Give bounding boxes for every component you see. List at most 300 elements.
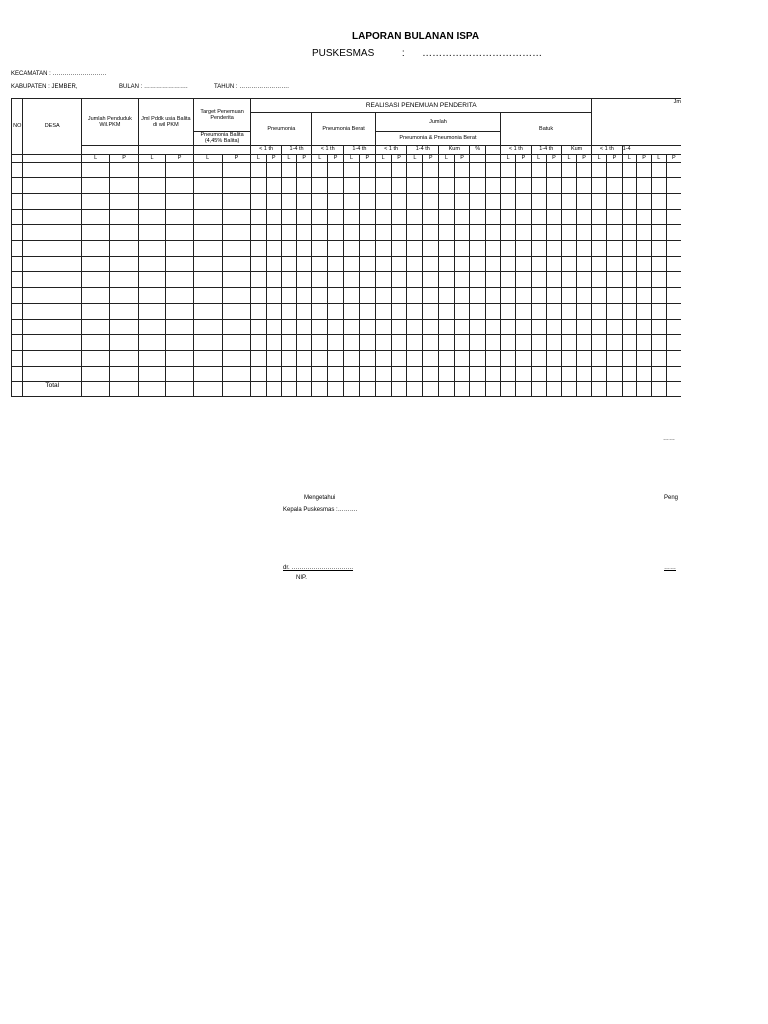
- table-row: [12, 303, 682, 319]
- table-row: [12, 194, 682, 210]
- data-cell: [546, 272, 561, 288]
- data-cell: [592, 194, 607, 210]
- data-cell: [297, 256, 312, 272]
- data-cell: [344, 303, 360, 319]
- data-cell: [12, 303, 23, 319]
- data-cell: [297, 178, 312, 194]
- data-cell: [12, 319, 23, 335]
- blank-cell: [12, 382, 23, 397]
- data-cell: [454, 350, 470, 366]
- data-cell: [110, 319, 139, 335]
- data-cell: [607, 319, 622, 335]
- p-header: P: [516, 154, 531, 162]
- data-cell: [592, 272, 607, 288]
- data-cell: [562, 194, 577, 210]
- data-cell: [81, 209, 109, 225]
- total-cell: [592, 382, 607, 397]
- data-cell: [607, 366, 622, 382]
- data-cell: [407, 162, 423, 178]
- data-cell: [637, 319, 652, 335]
- data-cell: [592, 335, 607, 351]
- data-cell: [281, 272, 296, 288]
- data-cell: [562, 209, 577, 225]
- data-cell: [546, 256, 561, 272]
- data-cell: [470, 288, 486, 304]
- data-cell: [651, 194, 666, 210]
- data-cell: [531, 350, 546, 366]
- data-cell: [375, 319, 391, 335]
- data-cell: [423, 272, 439, 288]
- p-header: P: [546, 154, 561, 162]
- data-cell: [577, 162, 592, 178]
- data-cell: [454, 288, 470, 304]
- data-cell: [516, 319, 531, 335]
- data-cell: [110, 209, 139, 225]
- blank-cell: [486, 154, 501, 162]
- data-cell: [138, 303, 165, 319]
- data-cell: [651, 241, 666, 257]
- age-group-header: %: [470, 145, 486, 154]
- data-cell: [423, 303, 439, 319]
- data-cell: [407, 241, 423, 257]
- data-cell: [391, 350, 407, 366]
- data-cell: [470, 319, 486, 335]
- data-cell: [312, 366, 328, 382]
- data-cell: [222, 350, 251, 366]
- data-cell: [501, 209, 516, 225]
- data-cell: [297, 335, 312, 351]
- data-cell: [562, 288, 577, 304]
- data-cell: [193, 303, 222, 319]
- data-cell: [516, 288, 531, 304]
- data-cell: [577, 319, 592, 335]
- data-cell: [222, 256, 251, 272]
- dr-signature-line: dr. ………………………….: [283, 565, 354, 571]
- data-cell: [546, 241, 561, 257]
- data-cell: [637, 272, 652, 288]
- data-cell: [12, 350, 23, 366]
- total-cell: [344, 382, 360, 397]
- data-cell: [81, 350, 109, 366]
- report-title: LAPORAN BULANAN ISPA: [352, 31, 480, 42]
- data-cell: [407, 225, 423, 241]
- data-cell: [266, 319, 281, 335]
- l-header: L: [622, 154, 637, 162]
- data-cell: [546, 350, 561, 366]
- data-cell: [531, 366, 546, 382]
- data-cell: [562, 303, 577, 319]
- data-cell: [439, 319, 455, 335]
- data-cell: [344, 256, 360, 272]
- data-cell: [12, 272, 23, 288]
- data-cell: [138, 288, 165, 304]
- data-cell: [546, 288, 561, 304]
- l-header: L: [138, 154, 165, 162]
- data-cell: [193, 350, 222, 366]
- data-cell: [407, 350, 423, 366]
- data-cell: [423, 288, 439, 304]
- data-cell: [439, 209, 455, 225]
- report-table: [11, 98, 681, 397]
- data-cell: [577, 178, 592, 194]
- data-cell: [407, 335, 423, 351]
- age-group-header: < 1 th: [501, 145, 531, 154]
- data-cell: [637, 288, 652, 304]
- total-cell: [359, 382, 375, 397]
- data-cell: [622, 303, 637, 319]
- data-cell: [486, 366, 501, 382]
- l-header: L: [281, 154, 296, 162]
- data-cell: [470, 272, 486, 288]
- data-cell: [23, 178, 81, 194]
- data-cell: [516, 350, 531, 366]
- data-cell: [439, 288, 455, 304]
- data-cell: [81, 256, 109, 272]
- data-cell: [501, 178, 516, 194]
- data-cell: [222, 178, 251, 194]
- right-cut-header: Jm: [592, 99, 681, 146]
- data-cell: [312, 256, 328, 272]
- data-cell: [359, 256, 375, 272]
- data-cell: [138, 350, 165, 366]
- data-cell: [110, 178, 139, 194]
- data-cell: [607, 303, 622, 319]
- data-cell: [651, 178, 666, 194]
- data-cell: [166, 350, 194, 366]
- data-cell: [454, 225, 470, 241]
- data-cell: [23, 241, 81, 257]
- data-cell: [12, 225, 23, 241]
- data-cell: [312, 178, 328, 194]
- total-cell: [375, 382, 391, 397]
- data-cell: [607, 162, 622, 178]
- data-cell: [546, 209, 561, 225]
- age-group-header: 1-4: [622, 145, 681, 154]
- data-cell: [166, 366, 194, 382]
- p-header: P: [637, 154, 652, 162]
- data-cell: [501, 241, 516, 257]
- data-cell: [562, 335, 577, 351]
- data-cell: [651, 335, 666, 351]
- data-cell: [470, 241, 486, 257]
- data-cell: [454, 162, 470, 178]
- data-cell: [486, 319, 501, 335]
- data-cell: [666, 319, 681, 335]
- data-cell: [637, 241, 652, 257]
- data-cell: [297, 162, 312, 178]
- data-cell: [375, 335, 391, 351]
- pengirim-cut: Peng: [664, 495, 679, 501]
- data-cell: [375, 366, 391, 382]
- data-cell: [651, 350, 666, 366]
- data-cell: [592, 162, 607, 178]
- data-cell: [423, 366, 439, 382]
- data-cell: [81, 194, 109, 210]
- data-cell: [454, 178, 470, 194]
- data-cell: [266, 335, 281, 351]
- data-cell: [407, 256, 423, 272]
- data-cell: [251, 366, 266, 382]
- data-cell: [344, 335, 360, 351]
- tahun-line: TAHUN : …………………….: [214, 84, 289, 90]
- data-cell: [138, 241, 165, 257]
- data-cell: [439, 350, 455, 366]
- data-cell: [592, 178, 607, 194]
- data-cell: [297, 241, 312, 257]
- data-cell: [423, 162, 439, 178]
- data-cell: [222, 319, 251, 335]
- data-cell: [486, 272, 501, 288]
- data-cell: [344, 366, 360, 382]
- target-sub-header: Pneumonia Balita (4,45% Balita): [193, 132, 251, 146]
- data-cell: [622, 256, 637, 272]
- data-cell: [222, 366, 251, 382]
- data-cell: [391, 256, 407, 272]
- data-cell: [622, 335, 637, 351]
- data-cell: [166, 209, 194, 225]
- data-cell: [138, 319, 165, 335]
- data-cell: [454, 194, 470, 210]
- data-cell: [23, 366, 81, 382]
- data-cell: [651, 209, 666, 225]
- data-cell: [423, 194, 439, 210]
- data-cell: [328, 272, 344, 288]
- data-cell: [359, 335, 375, 351]
- blank-cell: [81, 145, 138, 154]
- p-header: P: [454, 154, 470, 162]
- total-cell: [407, 382, 423, 397]
- p-header: P: [297, 154, 312, 162]
- data-cell: [391, 225, 407, 241]
- data-cell: [266, 194, 281, 210]
- data-cell: [562, 225, 577, 241]
- data-cell: [222, 303, 251, 319]
- data-cell: [516, 225, 531, 241]
- data-cell: [375, 288, 391, 304]
- data-cell: [193, 178, 222, 194]
- data-cell: [312, 350, 328, 366]
- data-cell: [12, 194, 23, 210]
- data-cell: [546, 303, 561, 319]
- table-row: [12, 288, 682, 304]
- data-cell: [531, 256, 546, 272]
- data-cell: [328, 209, 344, 225]
- data-cell: [607, 241, 622, 257]
- data-cell: [375, 225, 391, 241]
- data-cell: [470, 209, 486, 225]
- total-cell: [439, 382, 455, 397]
- table-row: [12, 178, 682, 194]
- realisasi-group-header: REALISASI PENEMUAN PENDERITA: [251, 99, 592, 113]
- data-cell: [501, 303, 516, 319]
- data-cell: [516, 366, 531, 382]
- data-cell: [592, 319, 607, 335]
- data-cell: [193, 288, 222, 304]
- data-cell: [470, 194, 486, 210]
- data-cell: [391, 162, 407, 178]
- table-row: [12, 256, 682, 272]
- data-cell: [486, 178, 501, 194]
- data-cell: [391, 366, 407, 382]
- data-cell: [666, 366, 681, 382]
- data-cell: [81, 162, 109, 178]
- data-cell: [110, 256, 139, 272]
- data-cell: [23, 288, 81, 304]
- data-cell: [344, 178, 360, 194]
- data-cell: [577, 335, 592, 351]
- data-cell: [297, 194, 312, 210]
- data-cell: [281, 209, 296, 225]
- data-cell: [423, 350, 439, 366]
- l-header: L: [531, 154, 546, 162]
- data-cell: [222, 288, 251, 304]
- data-cell: [423, 335, 439, 351]
- data-cell: [637, 335, 652, 351]
- data-cell: [251, 319, 266, 335]
- data-cell: [486, 162, 501, 178]
- age-group-header: < 1 th: [375, 145, 407, 154]
- data-cell: [251, 303, 266, 319]
- data-cell: [592, 366, 607, 382]
- data-cell: [328, 335, 344, 351]
- data-cell: [375, 162, 391, 178]
- data-cell: [166, 194, 194, 210]
- data-cell: [454, 366, 470, 382]
- data-cell: [344, 288, 360, 304]
- data-cell: [281, 162, 296, 178]
- blank-cell: [470, 154, 486, 162]
- age-group-header: Kum: [439, 145, 470, 154]
- data-cell: [470, 225, 486, 241]
- data-cell: [266, 288, 281, 304]
- data-cell: [328, 256, 344, 272]
- total-cell: [138, 382, 165, 397]
- total-cell: [666, 382, 681, 397]
- data-cell: [423, 178, 439, 194]
- data-cell: [375, 178, 391, 194]
- p-header: P: [166, 154, 194, 162]
- data-cell: [439, 335, 455, 351]
- data-cell: [546, 162, 561, 178]
- data-cell: [470, 335, 486, 351]
- data-cell: [486, 194, 501, 210]
- data-cell: [592, 350, 607, 366]
- nip-label: NIP.: [296, 575, 307, 581]
- data-cell: [531, 209, 546, 225]
- data-cell: [531, 319, 546, 335]
- kecamatan-line: KECAMATAN : ………………………: [11, 71, 107, 77]
- jumlah-detail-header: Pneumonia & Pneumonia Berat: [375, 132, 500, 146]
- total-cell: [454, 382, 470, 397]
- data-cell: [666, 256, 681, 272]
- data-cell: [486, 241, 501, 257]
- data-cell: [166, 241, 194, 257]
- p-header: P: [359, 154, 375, 162]
- data-cell: [666, 194, 681, 210]
- data-cell: [23, 209, 81, 225]
- data-cell: [531, 194, 546, 210]
- data-cell: [266, 272, 281, 288]
- data-cell: [110, 303, 139, 319]
- table-row: [12, 350, 682, 366]
- total-cell: [637, 382, 652, 397]
- jumlah-header: Jumlah: [375, 113, 500, 132]
- dots-right: ……: [663, 436, 675, 442]
- l-header: L: [592, 154, 607, 162]
- data-cell: [486, 303, 501, 319]
- data-cell: [81, 366, 109, 382]
- data-cell: [454, 303, 470, 319]
- data-cell: [193, 241, 222, 257]
- data-cell: [439, 162, 455, 178]
- data-cell: [407, 272, 423, 288]
- data-cell: [12, 288, 23, 304]
- data-cell: [166, 162, 194, 178]
- data-cell: [266, 303, 281, 319]
- data-cell: [138, 178, 165, 194]
- data-cell: [562, 272, 577, 288]
- data-cell: [531, 178, 546, 194]
- kabupaten-label: KABUPATEN : JEMBER,: [11, 84, 78, 90]
- data-cell: [81, 288, 109, 304]
- data-cell: [251, 194, 266, 210]
- data-cell: [251, 225, 266, 241]
- data-cell: [281, 350, 296, 366]
- data-cell: [439, 194, 455, 210]
- data-cell: [23, 272, 81, 288]
- data-cell: [622, 288, 637, 304]
- data-cell: [637, 366, 652, 382]
- col-balita-header: Jml Pddk usia Balita di wil PKM: [138, 99, 193, 146]
- data-cell: [266, 225, 281, 241]
- total-cell: [251, 382, 266, 397]
- data-cell: [266, 209, 281, 225]
- data-cell: [222, 225, 251, 241]
- total-cell: [297, 382, 312, 397]
- data-cell: [454, 335, 470, 351]
- data-cell: [637, 225, 652, 241]
- data-cell: [470, 162, 486, 178]
- data-cell: [166, 288, 194, 304]
- data-cell: [439, 225, 455, 241]
- data-cell: [23, 162, 81, 178]
- data-cell: [110, 272, 139, 288]
- data-cell: [501, 256, 516, 272]
- data-cell: [577, 366, 592, 382]
- data-cell: [81, 178, 109, 194]
- data-cell: [328, 241, 344, 257]
- data-cell: [23, 194, 81, 210]
- data-cell: [577, 241, 592, 257]
- data-cell: [266, 256, 281, 272]
- total-cell: [110, 382, 139, 397]
- puskesmas-value: ………………………………: [422, 48, 543, 59]
- col-desa-header: DESA: [23, 99, 81, 155]
- table-row: [12, 225, 682, 241]
- data-cell: [562, 256, 577, 272]
- data-cell: [375, 303, 391, 319]
- l-header: L: [193, 154, 222, 162]
- data-cell: [592, 288, 607, 304]
- data-cell: [359, 162, 375, 178]
- data-cell: [501, 335, 516, 351]
- table-row: [12, 382, 682, 397]
- data-cell: [666, 335, 681, 351]
- data-cell: [193, 225, 222, 241]
- data-cell: [23, 303, 81, 319]
- data-cell: [110, 225, 139, 241]
- data-cell: [423, 241, 439, 257]
